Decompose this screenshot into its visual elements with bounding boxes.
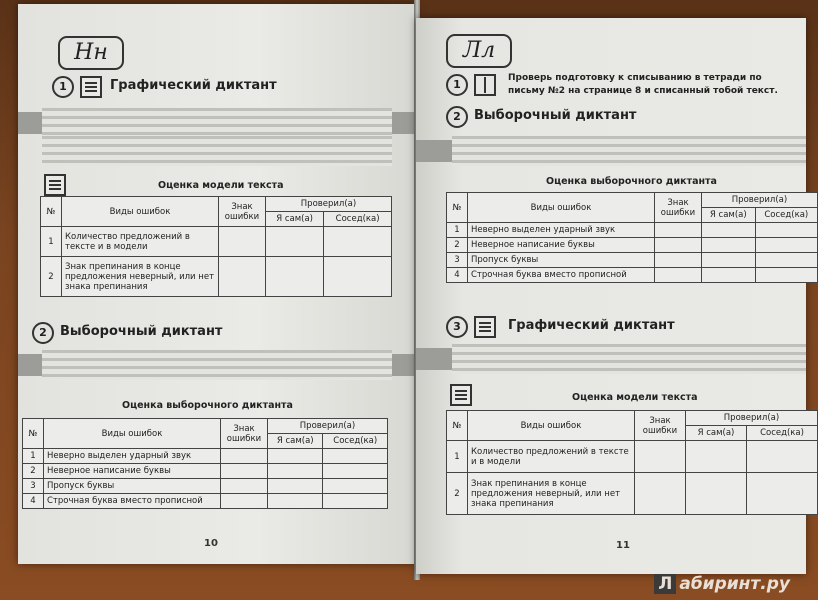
writing-lines — [452, 344, 806, 374]
cell-sign[interactable] — [635, 473, 686, 515]
book-icon — [474, 74, 496, 96]
col-checked: Проверил(а) — [266, 197, 392, 212]
writing-band-edge — [416, 140, 452, 162]
cell-neighbor[interactable] — [747, 473, 818, 515]
letter-box: Нн — [58, 36, 124, 70]
row-num: 1 — [23, 449, 44, 464]
row-error-type: Пропуск буквы — [468, 253, 655, 268]
cell-neighbor[interactable] — [323, 494, 388, 509]
cell-sign[interactable] — [221, 449, 268, 464]
writing-band-edge — [18, 354, 42, 376]
col-error-types: Виды ошибок — [44, 419, 221, 449]
cell-self[interactable] — [686, 441, 747, 473]
letter-box: Лл — [446, 34, 512, 68]
section-title-graphic-dictation: Графический диктант — [110, 78, 277, 93]
row-num: 1 — [447, 223, 468, 238]
section-number-3: 3 — [446, 316, 468, 338]
row-num: 2 — [447, 473, 468, 515]
cell-self[interactable] — [686, 473, 747, 515]
writing-lines — [42, 108, 392, 138]
cell-self[interactable] — [702, 223, 756, 238]
cell-sign[interactable] — [221, 464, 268, 479]
cell-neighbor[interactable] — [323, 479, 388, 494]
col-checked: Проверил(а) — [268, 419, 388, 434]
cell-sign[interactable] — [655, 268, 702, 283]
writing-band-edge — [18, 112, 42, 134]
writing-band-edge — [416, 348, 452, 370]
model-evaluation-table — [446, 410, 818, 515]
cell-self[interactable] — [702, 238, 756, 253]
task-list-icon — [474, 316, 496, 338]
row-error-type: Неверно выделен ударный звук — [468, 223, 655, 238]
section-title-selective-dictation: Выборочный диктант — [474, 108, 637, 123]
col-num: № — [23, 419, 44, 449]
col-error-types: Виды ошибок — [468, 193, 655, 223]
col-error-sign: Знак ошибки — [635, 411, 686, 441]
cell-self[interactable] — [268, 479, 323, 494]
col-neighbor: Сосед(ка) — [323, 434, 388, 449]
page-number: 10 — [204, 538, 218, 549]
selective-evaluation-table — [446, 192, 818, 283]
section-number-1: 1 — [52, 76, 74, 98]
row-error-type: Неверно выделен ударный звук — [44, 449, 221, 464]
task-list-icon — [44, 174, 66, 196]
row-error-type: Пропуск буквы — [44, 479, 221, 494]
row-num: 3 — [447, 253, 468, 268]
watermark — [654, 574, 790, 594]
section-title-selective-dictation: Выборочный диктант — [60, 324, 223, 339]
section-number-1: 1 — [446, 74, 468, 96]
writing-lines — [452, 136, 806, 166]
cell-neighbor[interactable] — [755, 238, 817, 253]
row-num: 1 — [447, 441, 468, 473]
page-number: 11 — [616, 540, 630, 551]
row-error-type: Строчная буква вместо прописной — [468, 268, 655, 283]
cell-self[interactable] — [268, 494, 323, 509]
row-num: 2 — [41, 257, 62, 297]
cell-self[interactable] — [702, 253, 756, 268]
cell-neighbor[interactable] — [755, 253, 817, 268]
cell-neighbor[interactable] — [324, 257, 392, 297]
cell-sign[interactable] — [635, 441, 686, 473]
cell-self[interactable] — [266, 227, 324, 257]
cell-sign[interactable] — [655, 238, 702, 253]
cell-neighbor[interactable] — [747, 441, 818, 473]
cell-sign[interactable] — [655, 223, 702, 238]
cell-sign[interactable] — [221, 494, 268, 509]
writing-band-edge — [392, 112, 416, 134]
col-neighbor: Сосед(ка) — [755, 208, 817, 223]
section-number-2: 2 — [32, 322, 54, 344]
cell-sign[interactable] — [219, 257, 266, 297]
watermark-text: абиринт.ру — [679, 574, 790, 594]
row-num: 1 — [41, 227, 62, 257]
writing-lines — [42, 136, 392, 166]
cell-self[interactable] — [266, 257, 324, 297]
watermark-logo: Л — [654, 574, 676, 594]
task-list-icon — [80, 76, 102, 98]
col-neighbor: Сосед(ка) — [324, 212, 392, 227]
row-num: 4 — [447, 268, 468, 283]
row-num: 4 — [23, 494, 44, 509]
table-title: Оценка модели текста — [158, 180, 284, 191]
cell-neighbor[interactable] — [755, 268, 817, 283]
section-title-graphic-dictation: Графический диктант — [508, 318, 675, 333]
row-error-type: Количество предложений в тексте и в модели — [62, 227, 219, 257]
task-list-icon — [450, 384, 472, 406]
cell-sign[interactable] — [221, 479, 268, 494]
cell-sign[interactable] — [219, 227, 266, 257]
table-title: Оценка модели текста — [572, 392, 698, 403]
cell-self[interactable] — [268, 449, 323, 464]
right-page — [416, 18, 809, 574]
left-page — [18, 4, 416, 564]
table-title: Оценка выборочного диктанта — [546, 176, 717, 187]
col-error-sign: Знак ошибки — [655, 193, 702, 223]
col-neighbor: Сосед(ка) — [747, 426, 818, 441]
cell-neighbor[interactable] — [755, 223, 817, 238]
instruction-text: Проверь подготовку к списыванию в тетради по письму №2 на странице 8 и списанный тобой текст. — [508, 73, 778, 96]
cell-neighbor[interactable] — [323, 464, 388, 479]
row-error-type: Неверное написание буквы — [44, 464, 221, 479]
col-checked: Проверил(а) — [702, 193, 818, 208]
col-self: Я сам(а) — [266, 212, 324, 227]
row-num: 3 — [23, 479, 44, 494]
cell-neighbor[interactable] — [323, 449, 388, 464]
cell-self[interactable] — [702, 268, 756, 283]
model-evaluation-table — [40, 196, 392, 297]
cell-self[interactable] — [268, 464, 323, 479]
col-self: Я сам(а) — [268, 434, 323, 449]
col-self: Я сам(а) — [702, 208, 756, 223]
section-number-2: 2 — [446, 106, 468, 128]
col-error-sign: Знак ошибки — [221, 419, 268, 449]
col-num: № — [447, 411, 468, 441]
col-self: Я сам(а) — [686, 426, 747, 441]
writing-lines — [42, 350, 392, 380]
table-title: Оценка выборочного диктанта — [122, 400, 293, 411]
col-num: № — [447, 193, 468, 223]
row-error-type: Знак препинания в конце предложения неверный, или нет знака препинания — [62, 257, 219, 297]
col-error-types: Виды ошибок — [62, 197, 219, 227]
row-error-type: Количество предложений в тексте и в модели — [468, 441, 635, 473]
row-num: 2 — [447, 238, 468, 253]
row-error-type: Знак препинания в конце предложения неверный, или нет знака препинания — [468, 473, 635, 515]
row-error-type: Строчная буква вместо прописной — [44, 494, 221, 509]
cell-sign[interactable] — [655, 253, 702, 268]
row-num: 2 — [23, 464, 44, 479]
col-checked: Проверил(а) — [686, 411, 818, 426]
cell-neighbor[interactable] — [324, 227, 392, 257]
selective-evaluation-table — [22, 418, 388, 509]
writing-band-edge — [392, 354, 416, 376]
row-error-type: Неверное написание буквы — [468, 238, 655, 253]
col-error-sign: Знак ошибки — [219, 197, 266, 227]
col-num: № — [41, 197, 62, 227]
col-error-types: Виды ошибок — [468, 411, 635, 441]
